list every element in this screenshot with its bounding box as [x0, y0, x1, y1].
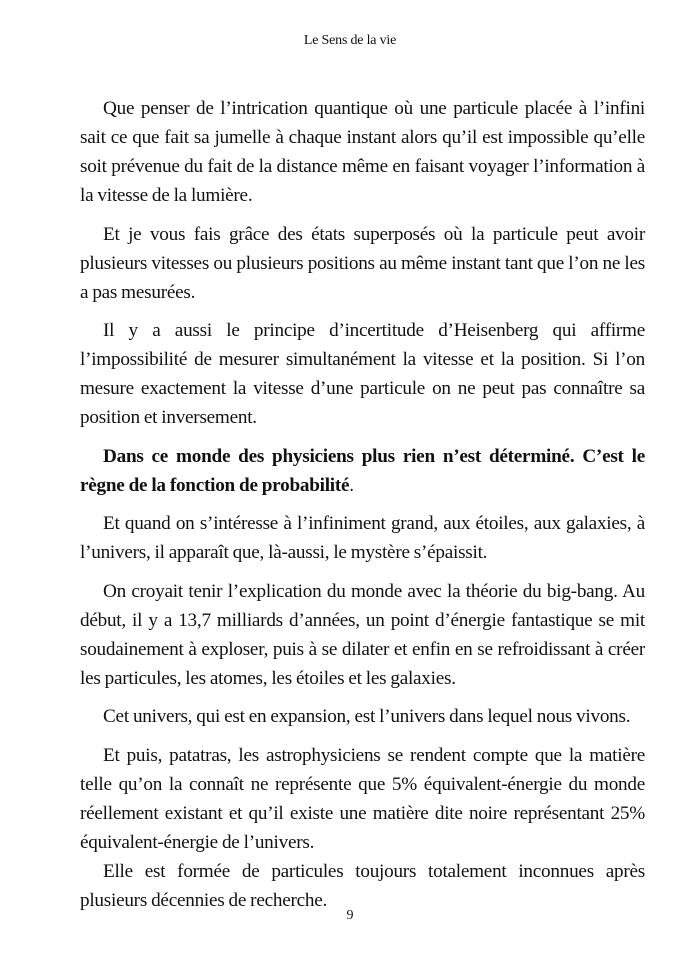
paragraph-9: Elle est formée de particules toujours totalement inconnues après plusieurs décennies de recherche. — [80, 860, 645, 911]
emphasis-text: Dans ce monde des physiciens plus rien n’est déterminé. C’est le règne de la fonction de probabilité — [80, 445, 645, 496]
paragraph-4-emphasis — [80, 442, 645, 500]
paragraph-7: Cet univers, qui est en expansion, est l’univers dans lequel nous vivons. — [103, 706, 631, 727]
running-head: Le Sens de la vie — [303, 33, 397, 48]
paragraph-3: Il y a aussi le principe d’incertitude d’Heisenberg qui affirme l’impossibilité de mesurer simultanément la vitesse et la position. Si l’on mesure exactement la vitesse d’une particule on ne peut pas connaître sa position et inversement. — [80, 320, 645, 428]
body-text — [80, 94, 645, 924]
paragraph-1: Que penser de l’intrication quantique où une particule placée à l’infini sait ce que fait sa jumelle à chaque instant alors qu’il est impossible qu’elle soit prévenue du fait de la distance même en faisant voyager l’information à la vitesse de la lumière. — [80, 98, 645, 206]
emphasis-period: . — [349, 474, 354, 496]
paragraph-5: Et quand on s’intéresse à l’infiniment grand, aux étoiles, aux galaxies, à l’univers, il apparaît que, là-aussi, le mystère s’épaissit. — [80, 513, 645, 563]
paragraph-8: Et puis, patatras, les astrophysiciens se rendent compte que la matière telle qu’on la connaît ne représente que 5% équivalent-énergie du monde réellement existant et qu’il existe une matière dite noire représentant 25% équivalent-énergie de l’univers. — [80, 744, 645, 853]
paragraph-2: Et je vous fais grâce des états superposés où la particule peut avoir plusieurs vitesses ou plusieurs positions au même instant tant que l’on ne les a pas mesurées. — [80, 223, 645, 303]
page-number: 9 — [346, 908, 354, 923]
paragraph-6: On croyait tenir l’explication du monde avec la théorie du big-bang. Au début, il y a 13,7 milliards d’années, un point d’énergie fantastique se mit soudainement à exploser, puis à se dilater et enfin en se refroidissant à créer les particules, les atomes, les étoiles et les galaxies. — [80, 580, 645, 689]
